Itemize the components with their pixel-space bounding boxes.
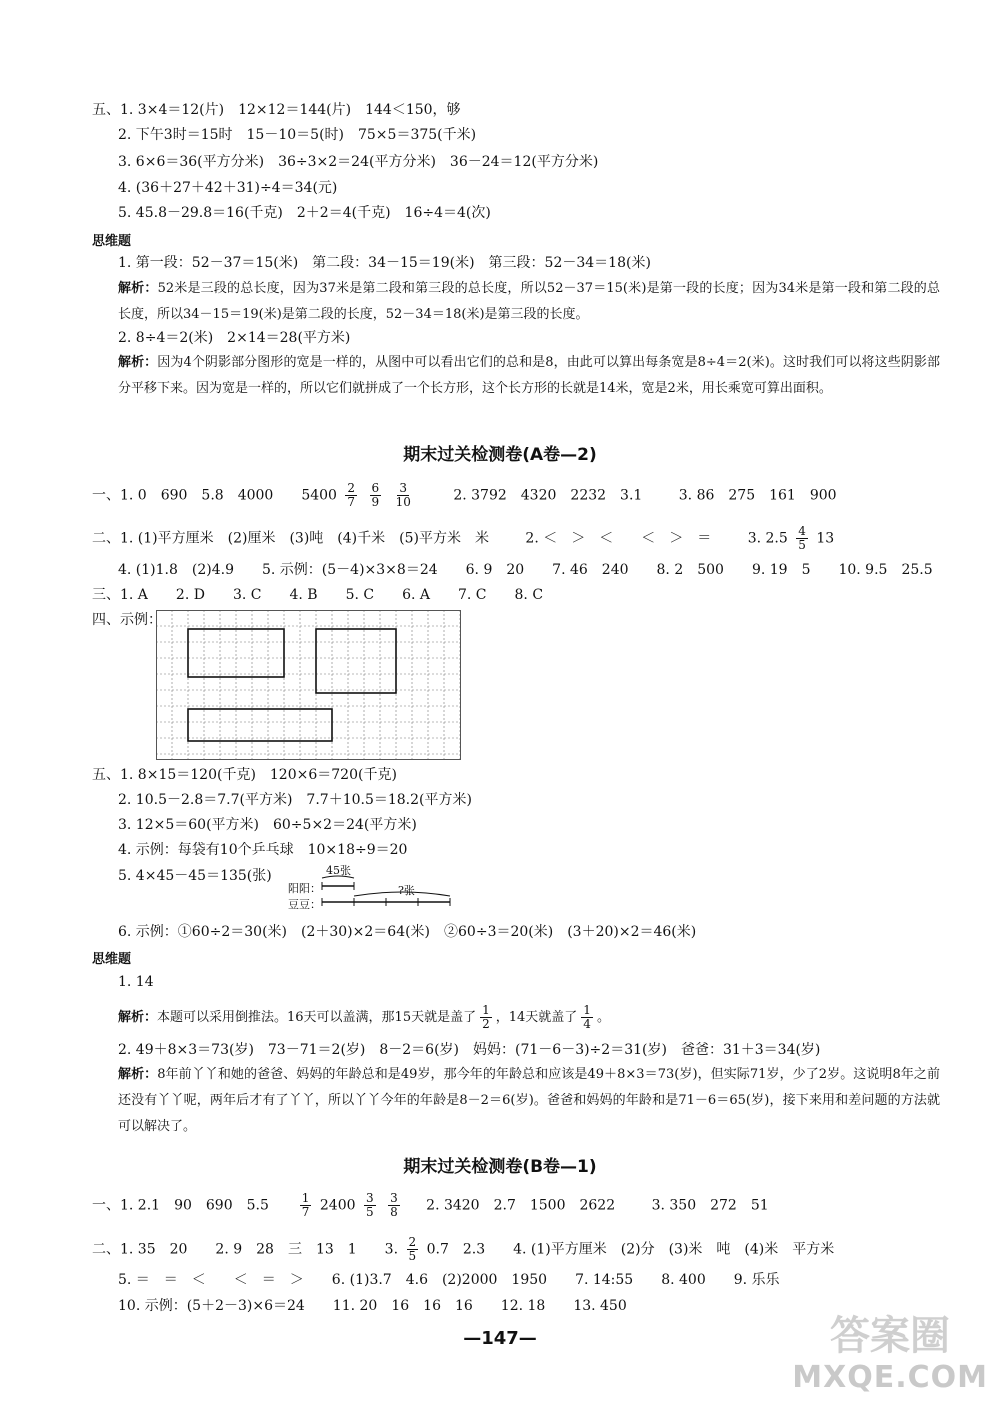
answer-line: 3. 12×5＝60(平方米) 60÷5×2＝24(平方米) bbox=[118, 817, 417, 833]
answer-text: 二、1. 35 20 2. 9 28 三 13 1 3. bbox=[92, 1241, 399, 1258]
grid-figure bbox=[156, 610, 461, 760]
answer-line: 2. 49＋8×3＝73(岁) 73－71＝2(岁) 8－2＝6(岁) 妈妈：(71－6－3)÷2＝31(岁) 爸爸：31＋3＝34(岁) bbox=[118, 1042, 821, 1058]
watermark-url: MXQE.COM bbox=[792, 1360, 988, 1395]
section-heading: 思维题 bbox=[92, 234, 132, 249]
fraction: $\frac{2}{5}$ bbox=[408, 1235, 417, 1263]
explanation-text: 8年前丫丫和她的爸爸、妈妈的年龄总和是49岁，那今年的年龄总和应该是49＋8×3＝73(岁)，但实际71岁，少了2岁。这说明8年之前还没有丫丫呢，两年后才有了丫丫，所以丫丫今年的年龄是8－2＝6(岁)。爸爸和妈妈的年龄和是71－6＝65(岁)，接下来用和差问题的方法就可以解决了。 bbox=[118, 1067, 940, 1134]
answer-line: 6. 示例：①60÷2＝30(米) (2＋30)×2＝64(米) ②60÷3＝20(米) (3＋20)×2＝46(米) bbox=[118, 924, 697, 940]
answer-line bbox=[92, 482, 837, 509]
answer-line: 10. 示例：(5＋2－3)×6＝24 11. 20 16 16 16 12. 18 13. 450 bbox=[118, 1298, 627, 1314]
fraction: $\frac{2}{7}$ bbox=[347, 481, 356, 509]
fraction: $\frac{3}{5}$ bbox=[365, 1191, 374, 1219]
section-title: 期末过关检测卷(A卷—2) bbox=[403, 445, 597, 465]
answer-line: 4. 示例：每袋有10个乒乓球 10×18÷9＝20 bbox=[118, 842, 408, 858]
answer-text: 2. ＜ ＞ ＜ ＜ ＞ ＝ bbox=[525, 530, 712, 547]
fraction: $\frac{1}{4}$ bbox=[583, 1003, 591, 1031]
answer-line: 5. ＝ ＝ ＜ ＜ ＝ ＞ 6. (1)3.7 4.6 (2)2000 1950 7. 14:55 8. 400 9. 乐乐 bbox=[118, 1272, 780, 1288]
answer-line: 2. 下午3时＝15时 15－10＝5(时) 75×5＝375(千米) bbox=[118, 127, 477, 143]
explanation-text: 。 bbox=[596, 1010, 610, 1025]
answer-line: 1. 第一段：52－37＝15(米) 第二段：34－15＝19(米) 第三段：52－34＝18(米) bbox=[118, 255, 651, 271]
explanation-paragraph bbox=[118, 276, 940, 328]
answer-text: 一、1. 0 690 5.8 4000 5400 bbox=[92, 487, 337, 504]
explanation-text: 因为4个阴影部分图形的宽是一样的，从图中可以看出它们的总和是8，由此可以算出每条宽是8÷4＝2(米)。这时我们可以将这些阴影部分平移下来。因为宽是一样的，所以它们就拼成了一个长方形，这个长方形的长就是14米，宽是2米，用长乘宽可算出面积。 bbox=[118, 355, 940, 396]
fraction: $\frac{1}{2}$ bbox=[482, 1003, 490, 1031]
answer-line: 五、1. 3×4＝12(片) 12×12＝144(片) 144＜150，够 bbox=[92, 102, 461, 118]
answer-text: 0.7 2.3 4. (1)平方厘米 (2)分 (3)米 吨 (4)米 平方米 bbox=[426, 1241, 835, 1258]
fraction: $\frac{4}{5}$ bbox=[798, 524, 806, 552]
section-heading: 思维题 bbox=[92, 952, 132, 967]
answer-text: 2. 3420 2.7 1500 2622 bbox=[426, 1197, 616, 1214]
diagram-label: ?张 bbox=[398, 884, 415, 897]
answer-text: 3. 86 275 161 900 bbox=[678, 487, 837, 504]
answer-line bbox=[92, 1236, 834, 1263]
answer-text: 3. 2.5 bbox=[747, 530, 788, 547]
watermark-logo: 答案圈 bbox=[830, 1313, 950, 1359]
answer-line bbox=[92, 1192, 769, 1219]
answer-text: 3. 350 272 51 bbox=[651, 1197, 769, 1214]
fraction: $\frac{1}{7}$ bbox=[301, 1191, 310, 1219]
answer-text: 13 bbox=[816, 530, 835, 547]
explanation-label: 解析： bbox=[118, 281, 158, 296]
diagram-label: 45张 bbox=[326, 864, 351, 877]
explanation-paragraph bbox=[118, 350, 940, 402]
answer-line: 5. 4×45－45＝135(张) bbox=[118, 868, 272, 884]
answer-line: 2. 10.5－2.8＝7.7(平方米) 7.7＋10.5＝18.2(平方米) bbox=[118, 792, 472, 808]
page-number: —147— bbox=[463, 1328, 537, 1349]
diagram-label: 阳阳： bbox=[288, 882, 321, 895]
fraction: $\frac{6}{9}$ bbox=[371, 481, 380, 509]
answer-line bbox=[92, 525, 834, 552]
answer-line: 三、1. A 2. D 3. C 4. B 5. C 6. A 7. C 8. C bbox=[92, 587, 544, 603]
grid-border bbox=[157, 611, 461, 760]
answer-line: 4. (1)1.8 (2)4.9 5. 示例：(5－4)×3×8＝24 6. 9 20 7. 46 240 8. 2 500 9. 19 5 10. 9.5 25.5 bbox=[118, 562, 933, 578]
fraction: $\frac{3}{10}$ bbox=[395, 481, 411, 509]
explanation-paragraph bbox=[118, 1062, 940, 1140]
rectangle-shape bbox=[316, 629, 396, 693]
answer-line: 3. 6×6＝36(平方分米) 36÷3×2＝24(平方分米) 36－24＝12(平方分米) bbox=[118, 154, 599, 170]
diagram-label: 豆豆： bbox=[288, 898, 321, 911]
answer-text: 一、1. 2.1 90 690 5.5 bbox=[92, 1197, 269, 1214]
section-title: 期末过关检测卷(B卷—1) bbox=[403, 1157, 597, 1177]
explanation-text: 本题可以采用倒推法。16天可以盖满，那15天就是盖了 bbox=[157, 1010, 477, 1025]
answer-line: 五、1. 8×15＝120(千克) 120×6＝720(千克) bbox=[92, 767, 397, 783]
explanation-label: 解析： bbox=[118, 1010, 158, 1025]
segment-diagram bbox=[288, 862, 468, 912]
answer-text: 2. 3792 4320 2232 3.1 bbox=[453, 487, 643, 504]
answer-text: 二、1. (1)平方厘米 (2)厘米 (3)吨 (4)千米 (5)平方米 米 bbox=[92, 530, 489, 547]
answer-line: 2. 8÷4＝2(米) 2×14＝28(平方米) bbox=[118, 330, 351, 346]
explanation-paragraph bbox=[118, 1004, 610, 1031]
answer-text: 2400 bbox=[319, 1197, 356, 1214]
answer-line: 1. 14 bbox=[118, 974, 154, 990]
rectangle-shape bbox=[188, 709, 332, 741]
answer-line: 4. (36＋27＋42＋31)÷4＝34(元) bbox=[118, 180, 338, 196]
rectangle-shape bbox=[188, 629, 284, 677]
explanation-label: 解析： bbox=[118, 1067, 158, 1082]
explanation-text: ，14天就盖了 bbox=[495, 1010, 578, 1025]
explanation-text: 52米是三段的总长度，因为37米是第二段和第三段的总长度，所以52－37＝15(米)是第一段的长度；因为34米是第一段和第二段的总长度，所以34－15＝19(米)是第二段的长度，52－34＝18(米)是第三段的长度。 bbox=[118, 281, 940, 322]
answer-line: 5. 45.8－29.8＝16(千克) 2＋2＝4(千克) 16÷4＝4(次) bbox=[118, 205, 491, 221]
answer-line: 四、示例： bbox=[92, 612, 162, 628]
explanation-label: 解析： bbox=[118, 355, 158, 370]
fraction: $\frac{3}{8}$ bbox=[390, 1191, 398, 1219]
